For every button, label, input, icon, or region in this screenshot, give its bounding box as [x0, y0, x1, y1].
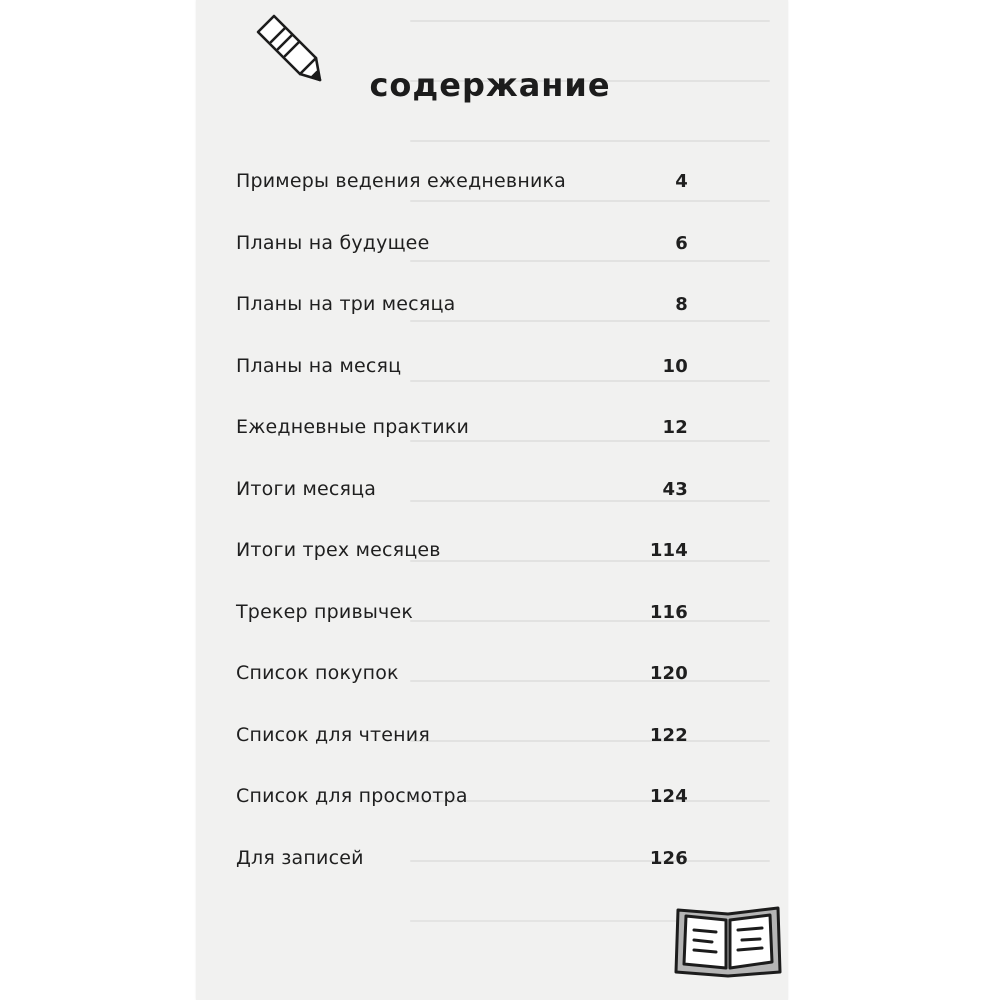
- toc-row: [236, 539, 688, 601]
- toc-row: [236, 170, 688, 232]
- page-title: содержание: [369, 66, 611, 104]
- toc-page-number: 126: [649, 847, 688, 869]
- toc-row: [236, 601, 688, 663]
- toc-row: [236, 724, 688, 786]
- toc-page-number: 12: [662, 417, 688, 438]
- toc-page-number: 116: [649, 601, 688, 623]
- toc-label: Ежедневные практики: [236, 416, 470, 438]
- toc-label: Планы на будущее: [236, 231, 430, 254]
- toc-row: [236, 355, 688, 417]
- toc-page-number: 8: [675, 294, 688, 315]
- toc-label: Итоги трех месяцев: [236, 539, 441, 561]
- toc-label: Для записей: [236, 846, 364, 869]
- toc-page-number: 10: [662, 355, 688, 377]
- toc-label: Планы на месяц: [236, 354, 402, 377]
- toc-label: Список для просмотра: [236, 785, 468, 807]
- toc-page-number: 6: [675, 232, 688, 254]
- toc-page-number: 120: [649, 663, 688, 684]
- toc-row: [236, 478, 688, 540]
- toc-label: Итоги месяца: [236, 477, 377, 500]
- toc-label: Планы на три месяца: [236, 293, 456, 315]
- toc-page-number: 122: [649, 724, 688, 746]
- toc-label: Трекер привычек: [236, 600, 414, 623]
- toc-row: [236, 785, 688, 847]
- toc-label: Список покупок: [236, 662, 399, 684]
- toc-row: [236, 416, 688, 478]
- toc-row: [236, 847, 688, 909]
- toc-row: [236, 662, 688, 724]
- table-of-contents: [236, 170, 688, 908]
- toc-page-number: 43: [662, 478, 688, 500]
- toc-row: [236, 232, 688, 294]
- toc-page-number: 124: [649, 786, 688, 807]
- toc-label: Список для чтения: [236, 723, 430, 746]
- open-book-icon: [672, 900, 784, 980]
- toc-row: [236, 293, 688, 355]
- toc-page-number: 114: [649, 540, 688, 561]
- toc-label: Примеры ведения ежедневника: [236, 170, 567, 192]
- toc-page-number: 4: [675, 171, 688, 192]
